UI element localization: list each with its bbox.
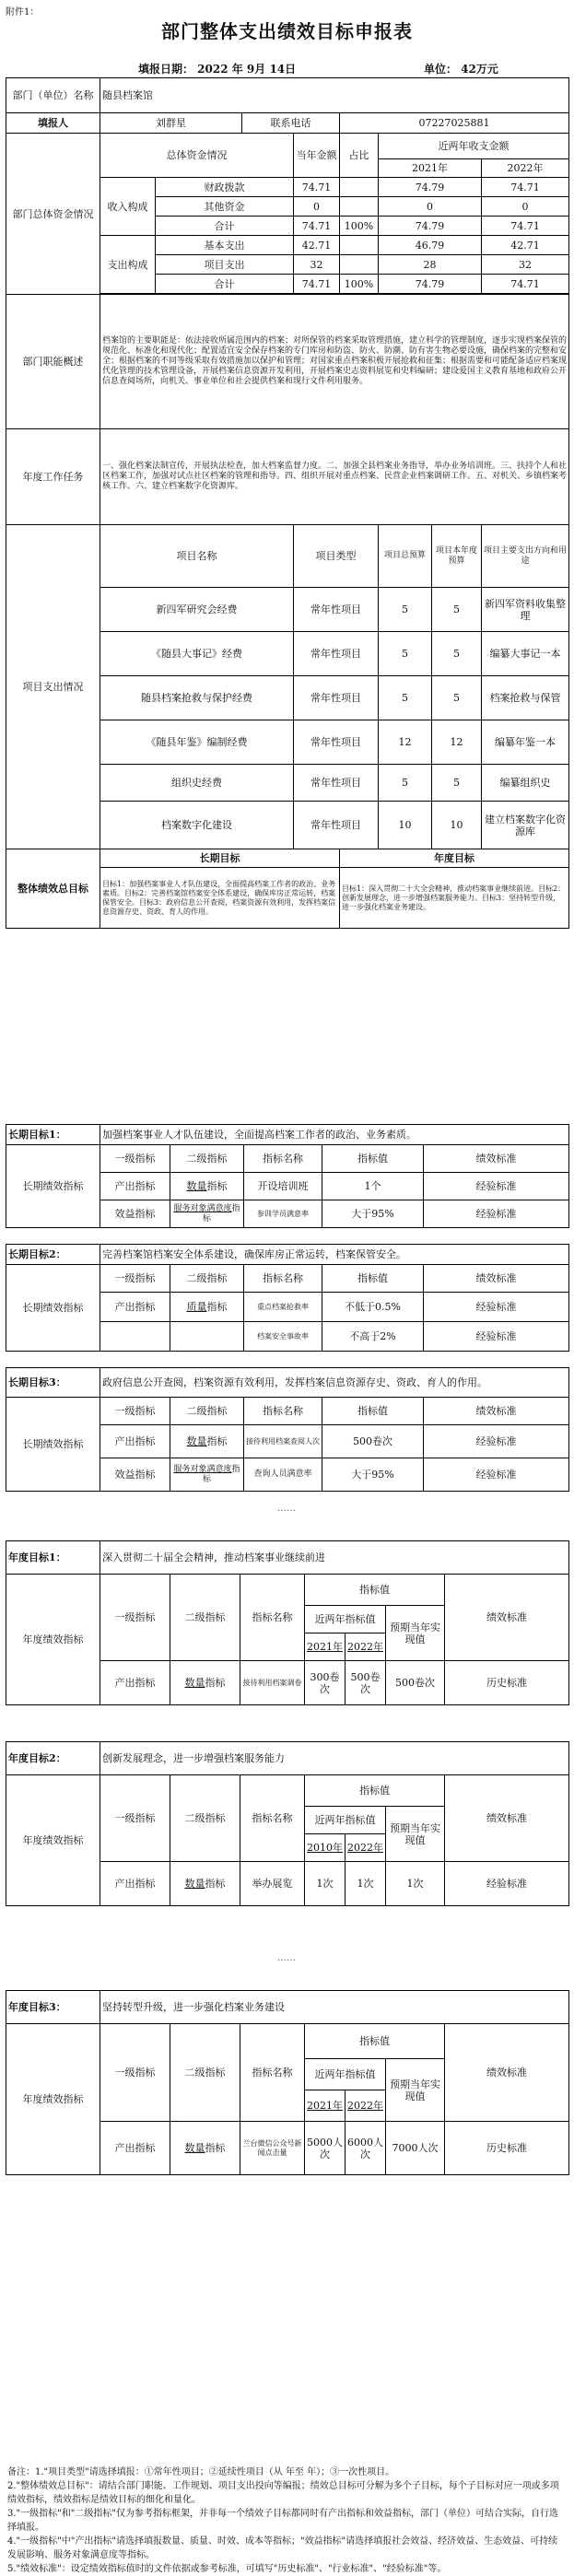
row-std: 经验标准 (424, 1458, 569, 1492)
project-type: 常年性项目 (294, 802, 379, 849)
h-target: 预期当年实现值 (386, 1606, 445, 1661)
row-l2-main: 数量 (184, 2142, 205, 2154)
h-name: 指标名称 (244, 1145, 322, 1173)
filler-value: 刘群星 (100, 113, 242, 134)
project-type: 常年性项目 (294, 588, 379, 632)
row-l2-suffix: 指标 (206, 1435, 228, 1447)
long-goal-2-table (6, 1244, 569, 1352)
funds-row-name: 项目支出 (156, 255, 294, 275)
row-l1 (100, 1322, 170, 1352)
project-type: 常年性项目 (294, 632, 379, 676)
long-goal-label: 长期目标1： (6, 1125, 100, 1145)
row-target: 7000人次 (386, 2122, 445, 2175)
row-l1: 产出指标 (100, 1293, 170, 1322)
long-goal-side: 长期绩效指标 (6, 1398, 100, 1492)
row-l2 (170, 1862, 240, 1906)
dept-name-value: 随县档案馆 (100, 78, 569, 113)
h-year2: 2022年 (346, 2090, 386, 2122)
phone-label: 联系电话 (242, 113, 340, 134)
row-l2-main: 服务对象满意度 (173, 1464, 232, 1474)
main-table (6, 77, 569, 929)
row-value: 不高于2% (322, 1322, 424, 1352)
project-use: 编纂大事记一本 (482, 632, 569, 676)
row-value: 大于95% (322, 1458, 424, 1492)
row-l2 (170, 1173, 244, 1200)
row-l1: 效益指标 (100, 1200, 170, 1228)
h-std: 绩效标准 (445, 2024, 569, 2122)
project-total: 10 (379, 802, 432, 849)
project-year: 5 (432, 632, 482, 676)
row-l2 (170, 1200, 244, 1228)
funds-row-ratio (340, 236, 379, 255)
unit-label: 单位： 42万元 (424, 63, 498, 76)
funds-row-budget: 74.71 (294, 217, 340, 236)
project-use: 建立档案数字化资源库 (482, 802, 569, 849)
ellipsis-long: …… (277, 1504, 296, 1514)
row-target: 1次 (386, 1862, 445, 1906)
h-l1: 一级指标 (100, 1145, 170, 1173)
project-year: 5 (432, 588, 482, 632)
funds-row-name: 合计 (156, 275, 294, 294)
project-year: 5 (432, 676, 482, 720)
long-goal-desc: 政府信息公开查阅，档案资源有效利用，发挥档案信息资源存史、资政、育人的作用。 (100, 1368, 569, 1398)
project-total: 5 (379, 632, 432, 676)
h-value: 指标值 (305, 2024, 445, 2059)
funds-section-label: 部门总体资金情况 (6, 134, 100, 295)
funds-row-y1: 74.79 (379, 178, 482, 197)
year-goal-2-table (6, 1741, 569, 1906)
funds-row-y1: 46.79 (379, 236, 482, 255)
row-name: 查询人员满意率 (244, 1458, 322, 1492)
h-l2: 二级指标 (170, 1575, 240, 1661)
row-l1: 产出指标 (100, 1173, 170, 1200)
h-l1: 一级指标 (100, 1398, 170, 1425)
h-year1: 2021年 (305, 1633, 346, 1661)
row-v1: 1次 (305, 1862, 346, 1906)
project-use: 档案抢救与保管 (482, 676, 569, 720)
h-name: 指标名称 (240, 1575, 305, 1661)
funds-row-y1: 74.79 (379, 217, 482, 236)
long-goal-desc: 完善档案馆档案安全体系建设，确保库房正常运转，档案保管安全。 (100, 1245, 569, 1265)
project-total: 5 (379, 676, 432, 720)
project-total: 5 (379, 588, 432, 632)
note-line: 2."整体绩效总目标"：请结合部门职能、工作规划、项目支出投向等编报；绩效总目标可分解为多个子目标，每个子目标对应一项或多项绩效指标，绩效指标是绩效目标的细化和量化。 (7, 2481, 559, 2505)
year-goal-text: 目标1：深入贯彻二十大全会精神，推动档案事业继续前进。目标2：创新发展理念，进一步增强档案服务能力。目标3：坚持转型升级，进一步强化档案业务建设。 (340, 868, 569, 929)
project-type: 常年性项目 (294, 676, 379, 720)
row-name: 接待利用档案查阅人次 (244, 1425, 322, 1458)
year-goal-side: 年度绩效指标 (6, 1575, 100, 1705)
row-l2 (170, 1425, 244, 1458)
funds-overall-header: 总体资金情况 (100, 134, 294, 178)
funds-row-name: 其他资金 (156, 197, 294, 217)
year-goal-desc: 深入贯彻二十届全会精神，推动档案事业继续前进 (100, 1541, 569, 1575)
annual-tasks-text: 一、强化档案法制宣传，开展执法检查，加大档案监督力度。二、加强全县档案业务指导，举办业务培训班。三、扶持个人和社区档案工作，加强对试点社区档案的管理和指导。四、组织开展对重点档案、民营企业档案调研工作。五、对机关、乡镇档案考核工作。六、建立档案数字化资源库。 (100, 429, 569, 525)
note-line: 5."绩效标准"：设定绩效指标值时的文件依据或参考标准，可填写"历史标准"、"行业标准"、"经验标准"等。 (7, 2564, 447, 2574)
funds-row-y1: 28 (379, 255, 482, 275)
row-std: 经验标准 (424, 1293, 569, 1322)
funds-row-budget: 74.71 (294, 178, 340, 197)
notes-block (7, 2465, 566, 2576)
h-name: 指标名称 (240, 1775, 305, 1862)
project-header-use: 项目主要支出方向和用途 (482, 525, 569, 588)
row-value: 1个 (322, 1173, 424, 1200)
row-l2-main: 数量 (184, 1878, 205, 1890)
long-goal-side: 长期绩效指标 (6, 1265, 100, 1352)
row-v1: 5000人次 (305, 2122, 346, 2175)
h-l2: 二级指标 (170, 1775, 240, 1862)
row-l2-suffix: 指标 (205, 1677, 226, 1689)
year-goal-label: 年度目标1： (6, 1541, 100, 1575)
h-std: 绩效标准 (445, 1575, 569, 1661)
h-value: 指标值 (305, 1575, 445, 1606)
note-line: 3."一级指标"和"二级指标"仅为参考指标框架，并非每一个绩效子目标都同时有产出指标和效益指标，部门（单位）可结合实际，自行选择填报。 (7, 2509, 558, 2533)
project-year: 12 (432, 720, 482, 765)
row-v2: 6000人次 (346, 2122, 386, 2175)
project-header-name: 项目名称 (100, 525, 294, 588)
row-l2 (170, 1661, 240, 1705)
h-std: 绩效标准 (424, 1265, 569, 1293)
project-name: 档案数字化建设 (100, 802, 294, 849)
project-year: 10 (432, 802, 482, 849)
year-goal-label: 年度目标3： (6, 1991, 100, 2024)
row-std: 经验标准 (424, 1322, 569, 1352)
year-goal-desc: 创新发展理念，进一步增强档案服务能力 (100, 1742, 569, 1775)
h-l1: 一级指标 (100, 1575, 170, 1661)
project-type: 常年性项目 (294, 720, 379, 765)
note-line: 备注：1."项目类型"请选择填报：①常年性项目；②延续性项目（从 年至 年）；③一次性项目。 (7, 2467, 395, 2477)
page-title: 部门整体支出绩效目标申报表 (161, 20, 413, 42)
h-year1: 2010年 (305, 1834, 346, 1862)
h-value: 指标值 (322, 1265, 424, 1293)
project-total: 5 (379, 765, 432, 802)
h-year2: 2022年 (346, 1633, 386, 1661)
funds-row-y2: 74.71 (482, 178, 569, 197)
long-goal-label: 长期目标2： (6, 1245, 100, 1265)
funds-row-budget: 0 (294, 197, 340, 217)
year-goal-3-table (6, 1990, 569, 2175)
funds-year1: 2021年 (379, 159, 482, 178)
h-l2: 二级指标 (170, 1145, 244, 1173)
attachment-label: 附件1： (6, 7, 40, 18)
year-goal-side: 年度绩效指标 (6, 1775, 100, 1906)
row-name: 参训学员满意率 (244, 1200, 322, 1228)
expense-label: 支出构成 (100, 236, 156, 294)
year-goal-header: 年度目标 (340, 849, 569, 868)
h-l1: 一级指标 (100, 2024, 170, 2122)
h-name: 指标名称 (244, 1265, 322, 1293)
funds-row-budget: 74.71 (294, 275, 340, 294)
overall-goals-label: 整体绩效总目标 (6, 849, 100, 929)
income-label: 收入构成 (100, 178, 156, 236)
h-std: 绩效标准 (424, 1145, 569, 1173)
row-l2-suffix: 指标 (202, 1203, 240, 1224)
project-type: 常年性项目 (294, 765, 379, 802)
h-year2: 2022年 (346, 1834, 386, 1862)
row-v2: 1次 (346, 1862, 386, 1906)
row-l2-suffix: 指标 (205, 1878, 226, 1890)
h-target: 预期当年实现值 (386, 2059, 445, 2122)
h-target: 预期当年实现值 (386, 1807, 445, 1862)
year-goal-1-table (6, 1540, 569, 1705)
row-value: 500卷次 (322, 1425, 424, 1458)
row-name: 档案安全事故率 (244, 1322, 322, 1352)
funds-budget-header: 当年金额 (294, 134, 340, 178)
row-name: 兰台微信公众号新闻点击量 (240, 2122, 305, 2175)
row-l2-suffix: 指标 (205, 2142, 226, 2154)
row-l1: 产出指标 (100, 1862, 170, 1906)
project-name: 随县档案抢救与保护经费 (100, 676, 294, 720)
row-std: 历史标准 (445, 1661, 569, 1705)
project-name: 《随县大事记》经费 (100, 632, 294, 676)
row-l2-main: 数量 (186, 1435, 207, 1447)
funds-row-y1: 0 (379, 197, 482, 217)
funds-row-ratio (340, 197, 379, 217)
row-l2-main: 服务对象满意度 (173, 1203, 232, 1213)
ellipsis-year: …… (277, 1953, 296, 1963)
long-goal-3-table (6, 1367, 569, 1492)
long-goal-label: 长期目标3： (6, 1368, 100, 1398)
project-header-type: 项目类型 (294, 525, 379, 588)
funds-row-y2: 0 (482, 197, 569, 217)
duties-text: 档案馆的主要职能是：依法接收所属范围内的档案；对所保管的档案采取管理措施，建立科学的管理制度，逐步实现档案保管的规范化、标准化和现代化；配置适宜安全保存档案的专门库房和防盗、防火、防潮、防有害生物必要设施，确保档案的完整和安全；根据档案的不同等级采取有效措施加以保护和管理；对国家重点档案积极开展抢救和征集；根据需要和可能配备适应档案现代化管理的技术管理设备，开展档案信息资源开发利用，开展档案史志资料展览和史料编研；建设爱国主义教育基地和政府公开信息查阅场所，向机关、事业单位和社会提供档案和现行文件利用服务。 (100, 295, 569, 429)
row-l2-suffix: 指标 (202, 1464, 240, 1484)
funds-row-name: 基本支出 (156, 236, 294, 255)
row-name: 举办展览 (240, 1862, 305, 1906)
row-target: 500卷次 (386, 1661, 445, 1705)
funds-row-y2: 32 (482, 255, 569, 275)
row-l2 (170, 1293, 244, 1322)
long-goal-text: 目标1：加强档案事业人才队伍建设，全面提高档案工作者的政治、业务素质。目标2：完善档案馆档案安全体系建设，确保库房正常运转，档案保管安全。目标3：政府信息公开查阅，档案资源有效利用，发挥档案信息资源存史、资政、育人的作用。 (100, 868, 340, 929)
row-l2 (170, 2122, 240, 2175)
annual-tasks-label: 年度工作任务 (6, 429, 100, 525)
filler-label: 填报人 (6, 113, 100, 134)
project-use: 编纂年鉴一本 (482, 720, 569, 765)
h-l1: 一级指标 (100, 1265, 170, 1293)
project-name: 新四军研究会经费 (100, 588, 294, 632)
project-header-total: 项目总预算 (379, 525, 432, 588)
dept-name-label: 部门（单位）名称 (6, 78, 100, 113)
project-total: 12 (379, 720, 432, 765)
fill-date: 填报日期： 2022 年 9月 14日 (138, 63, 297, 76)
row-l2-main: 质量 (186, 1301, 207, 1313)
funds-row-y2: 74.71 (482, 275, 569, 294)
row-l2 (170, 1322, 244, 1352)
funds-row-ratio: 100% (340, 275, 379, 294)
row-std: 经验标准 (424, 1425, 569, 1458)
long-goal-header: 长期目标 (100, 849, 340, 868)
row-l1: 产出指标 (100, 1425, 170, 1458)
long-goal-side: 长期绩效指标 (6, 1145, 100, 1228)
funds-row-name: 合计 (156, 217, 294, 236)
row-l1: 产出指标 (100, 2122, 170, 2175)
funds-row-ratio (340, 255, 379, 275)
funds-ratio-header: 占比 (340, 134, 379, 178)
note-line: 4."一级指标"中"产出指标"请选择填报数量、质量、时效、成本等指标；"效益指标"请选择填报社会效益、经济效益、生态效益、可持续发展影响、服务对象满意度等指标。 (7, 2536, 558, 2560)
year-goal-desc: 坚持转型升级，进一步强化档案业务建设 (100, 1991, 569, 2024)
project-use: 编纂组织史 (482, 765, 569, 802)
h-prev: 近两年指标值 (305, 1807, 386, 1834)
row-value: 不低于0.5% (322, 1293, 424, 1322)
project-name: 《随县年鉴》编制经费 (100, 720, 294, 765)
row-std: 经验标准 (445, 1862, 569, 1906)
long-goal-1-table (6, 1124, 569, 1228)
row-std: 历史标准 (445, 2122, 569, 2175)
row-name: 重点档案抢救率 (244, 1293, 322, 1322)
phone-value: 07227025881 (340, 113, 569, 134)
year-goal-label: 年度目标2： (6, 1742, 100, 1775)
row-value: 大于95% (322, 1200, 424, 1228)
h-prev: 近两年指标值 (305, 1606, 386, 1633)
row-l1: 效益指标 (100, 1458, 170, 1492)
row-l2-suffix: 指标 (206, 1180, 228, 1192)
funds-row-ratio (340, 178, 379, 197)
duties-label: 部门职能概述 (6, 295, 100, 429)
h-prev: 近两年指标值 (305, 2059, 386, 2090)
row-l1: 产出指标 (100, 1661, 170, 1705)
h-l1: 一级指标 (100, 1775, 170, 1862)
year-goal-side: 年度绩效指标 (6, 2024, 100, 2175)
project-header-year: 项目本年度预算 (432, 525, 482, 588)
row-l2 (170, 1458, 244, 1492)
funds-year2: 2022年 (482, 159, 569, 178)
funds-row-name: 财政拨款 (156, 178, 294, 197)
h-name: 指标名称 (244, 1398, 322, 1425)
h-l2: 二级指标 (170, 2024, 240, 2122)
funds-row-y1: 74.79 (379, 275, 482, 294)
project-year: 5 (432, 765, 482, 802)
funds-prev-header: 近两年收支金额 (379, 134, 569, 159)
funds-row-y2: 42.71 (482, 236, 569, 255)
h-value: 指标值 (322, 1398, 424, 1425)
row-std: 经验标准 (424, 1173, 569, 1200)
row-name: 开设培训班 (244, 1173, 322, 1200)
projects-label: 项目支出情况 (6, 525, 100, 849)
h-year1: 2021年 (305, 2090, 346, 2122)
funds-row-budget: 42.71 (294, 236, 340, 255)
row-name: 接待利用档案调卷 (240, 1661, 305, 1705)
h-value: 指标值 (305, 1775, 445, 1807)
h-name: 指标名称 (240, 2024, 305, 2122)
h-l2: 二级指标 (170, 1265, 244, 1293)
h-std: 绩效标准 (445, 1775, 569, 1862)
h-l2: 二级指标 (170, 1398, 244, 1425)
project-name: 组织史经费 (100, 765, 294, 802)
row-l2-main: 数量 (184, 1677, 205, 1689)
funds-row-budget: 32 (294, 255, 340, 275)
row-l2-main: 数量 (186, 1180, 207, 1192)
h-std: 绩效标准 (424, 1398, 569, 1425)
h-value: 指标值 (322, 1145, 424, 1173)
funds-row-ratio: 100% (340, 217, 379, 236)
project-use: 新四军资料收集整理 (482, 588, 569, 632)
row-v2: 500卷次 (346, 1661, 386, 1705)
row-std: 经验标准 (424, 1200, 569, 1228)
row-l2-suffix: 指标 (206, 1301, 228, 1313)
long-goal-desc: 加强档案事业人才队伍建设，全面提高档案工作者的政治、业务素质。 (100, 1125, 569, 1145)
funds-row-y2: 74.71 (482, 217, 569, 236)
row-v1: 300卷次 (305, 1661, 346, 1705)
